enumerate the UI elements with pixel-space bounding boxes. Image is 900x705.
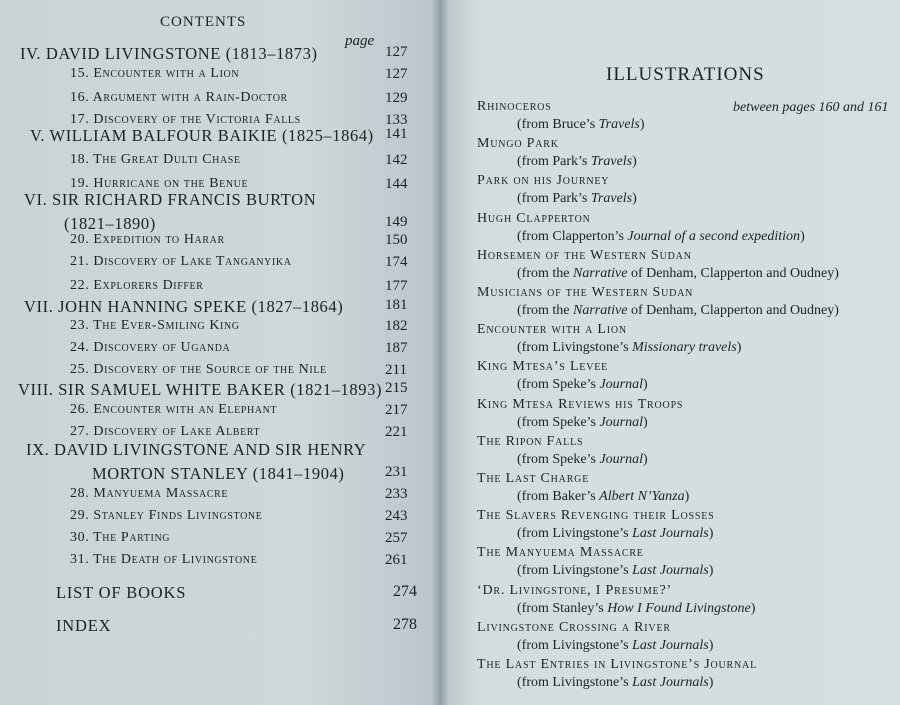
illustration-title: The Slavers Revenging their Losses — [477, 508, 715, 524]
illustration-title: King Mtesa Reviews his Troops — [477, 396, 684, 412]
contents-entry-title: 25. Discovery of the Source of the Nile — [70, 362, 327, 377]
illustration-source-prefix: (from Park’s — [517, 191, 591, 207]
illustration-source-prefix: (from the — [517, 303, 573, 318]
illustration-title: The Last Entries in Livingstone’s Journal — [477, 657, 757, 672]
contents-entry-title: VI. SIR RICHARD FRANCIS BURTON — [24, 190, 317, 209]
illustration-title: The Last Charge — [477, 471, 590, 486]
illustration-title: Mungo Park — [477, 136, 559, 152]
contents-entry-title: 30. The Parting — [70, 530, 171, 545]
contents-entry-title: 26. Encounter with an Elephant — [70, 402, 278, 417]
illustration-source-work: Journal — [599, 414, 643, 430]
illustration-title: Park on his Journey — [477, 173, 610, 189]
contents-entry-title: INDEX — [56, 616, 112, 635]
illustration-source-work: How I Found Livingstone — [607, 600, 751, 616]
contents-entry-page: 133 — [385, 112, 408, 128]
contents-entry-page: 261 — [385, 552, 408, 568]
contents-entry-title: (1821–1890) — [64, 214, 156, 233]
contents-entry-title: 22. Explorers Differ — [70, 278, 204, 293]
illustration-title: The Ripon Falls — [477, 433, 584, 449]
illustration-source-work: Travels — [590, 191, 633, 207]
contents-entry-page: 217 — [385, 402, 408, 418]
illustration-source-prefix: (from Livingstone’s — [517, 637, 633, 653]
illustration-title: Hugh Clapperton — [477, 210, 591, 226]
illustration-source-suffix: of Denham, Clapperton and Oudney) — [627, 303, 839, 318]
illustration-source-prefix: (from Baker’s — [517, 489, 600, 504]
illustration-source-prefix: (from Park’s — [517, 154, 591, 170]
illustration-source — [517, 117, 645, 133]
illustration-source — [517, 266, 839, 282]
illustration-source-suffix: ) — [708, 675, 714, 690]
contents-entry-title: LIST OF BOOKS — [56, 583, 187, 602]
contents-entry-title: 16. Argument with a Rain-Doctor — [70, 90, 288, 105]
illustration-source — [517, 154, 637, 170]
illustration-source — [517, 563, 713, 579]
contents-entry-page: 243 — [385, 508, 408, 524]
illustration-source-prefix: (from Speke’s — [517, 414, 600, 430]
illustration-title: Rhinoceros — [477, 99, 552, 114]
contents-entry-page: 274 — [393, 583, 417, 600]
illustration-source-suffix: ) — [708, 563, 714, 579]
illustration-source-suffix: ) — [643, 377, 648, 393]
contents-entry-title: IV. DAVID LIVINGSTONE (1813–1873) — [20, 44, 318, 63]
illustration-source — [517, 526, 713, 542]
plates-location-note: between pages 160 and 161 — [733, 100, 889, 115]
contents-entry-title: 15. Encounter with a Lion — [70, 66, 240, 81]
illustration-source-prefix: (from the — [517, 265, 573, 281]
contents-entry-page: 129 — [385, 90, 408, 106]
illustrations-page — [440, 0, 900, 705]
illustration-source-prefix: (from Livingstone’s — [517, 563, 633, 579]
illustration-source-prefix: (from Livingstone’s — [517, 340, 633, 356]
contents-entry-page: 150 — [385, 232, 408, 248]
contents-entry-title: 21. Discovery of Lake Tanganyika — [70, 254, 292, 269]
illustration-source-prefix: (from Bruce’s — [517, 117, 599, 132]
contents-entry-page: 233 — [385, 486, 408, 502]
contents-entry-page: 182 — [385, 318, 408, 334]
illustration-source — [517, 229, 805, 245]
contents-entry-page: 141 — [385, 126, 408, 142]
illustration-source — [517, 191, 637, 207]
contents-entry-page: 257 — [385, 530, 408, 546]
illustration-source-suffix: ) — [639, 117, 645, 132]
contents-entry-page: 215 — [385, 380, 408, 396]
illustration-source-work: Journal of a second expedition — [627, 228, 801, 244]
contents-entry-title: MORTON STANLEY (1841–1904) — [92, 464, 345, 483]
contents-entry-title: 17. Discovery of the Victoria Falls — [70, 112, 301, 127]
contents-entry-title: 23. The Ever-Smiling King — [70, 318, 240, 333]
contents-entry-title: 20. Expedition to Harar — [70, 232, 225, 247]
illustration-source-work: Last Journals — [632, 675, 709, 690]
illustration-source-work: Travels — [590, 154, 633, 170]
illustration-source-suffix: ) — [736, 340, 742, 356]
illustration-source-work: Journal — [599, 377, 643, 393]
illustration-title: King Mtesa’s Levee — [477, 359, 609, 375]
illustration-source — [517, 601, 755, 617]
illustration-source-suffix: ) — [632, 154, 637, 170]
contents-entry-page: 177 — [385, 278, 408, 294]
illustration-source-prefix: (from Speke’s — [517, 377, 600, 393]
illustration-source — [517, 675, 713, 691]
illustration-source-suffix: ) — [643, 451, 648, 467]
contents-entry-page: 211 — [385, 362, 407, 378]
illustration-source-work: Missionary travels — [632, 340, 737, 356]
contents-entry-title: V. WILLIAM BALFOUR BAIKIE (1825–1864) — [30, 126, 374, 145]
contents-heading: CONTENTS — [160, 14, 247, 30]
illustration-source-prefix: (from Speke’s — [517, 451, 600, 467]
illustration-source-prefix: (from Livingstone’s — [517, 675, 633, 690]
illustrations-heading: ILLUSTRATIONS — [606, 64, 765, 85]
illustration-title: Musicians of the Western Sudan — [477, 285, 694, 300]
contents-entry-page: 181 — [385, 297, 408, 313]
illustration-source — [517, 377, 648, 393]
illustration-source-suffix: ) — [643, 414, 648, 430]
illustration-source-prefix: (from Clapperton’s — [517, 228, 628, 244]
illustration-source-suffix: ) — [800, 228, 805, 244]
illustration-source-suffix: ) — [708, 637, 714, 653]
illustration-title: Horsemen of the Western Sudan — [477, 247, 692, 263]
contents-entry-page: 278 — [393, 616, 417, 633]
contents-entry-title: IX. DAVID LIVINGSTONE AND SIR HENRY — [26, 440, 367, 459]
contents-entry-page: 144 — [385, 176, 408, 192]
illustration-source-work: Last Journals — [632, 526, 709, 542]
contents-entry-page: 142 — [385, 152, 408, 168]
book-gutter — [432, 0, 448, 705]
contents-entry-title: 19. Hurricane on the Benue — [70, 176, 249, 191]
illustration-title: Livingstone Crossing a River — [477, 619, 671, 635]
contents-entry-page: 127 — [385, 44, 408, 60]
illustration-source-work: Albert N’Yanza — [599, 489, 685, 504]
contents-entry-title: 31. The Death of Livingstone — [70, 552, 258, 567]
contents-entry-page: 221 — [385, 424, 408, 440]
illustration-source-suffix: ) — [708, 526, 714, 542]
illustration-source-prefix: (from Stanley’s — [517, 600, 608, 616]
contents-page — [0, 0, 440, 705]
illustration-source-suffix: ) — [750, 600, 756, 616]
illustration-source-work: Last Journals — [632, 563, 709, 579]
illustration-source-suffix: of Denham, Clapperton and Oudney) — [627, 265, 839, 281]
contents-entry-title: VIII. SIR SAMUEL WHITE BAKER (1821–1893) — [18, 380, 383, 399]
illustration-source-work: Travels — [598, 117, 640, 132]
contents-entry-title: 29. Stanley Finds Livingstone — [70, 508, 263, 523]
contents-entry-title: 24. Discovery of Uganda — [70, 340, 231, 355]
illustration-source — [517, 489, 689, 505]
illustration-source — [517, 303, 839, 319]
illustration-source-suffix: ) — [684, 489, 690, 504]
illustration-source — [517, 638, 713, 654]
illustration-source-suffix: ) — [632, 191, 637, 207]
illustration-source-prefix: (from Livingstone’s — [517, 526, 633, 542]
illustration-source-work: Journal — [599, 451, 643, 467]
illustration-source-work: Narrative — [572, 303, 628, 318]
contents-entry-title: 28. Manyuema Massacre — [70, 486, 229, 501]
contents-entry-page: 127 — [385, 66, 408, 82]
illustration-source — [517, 452, 648, 468]
contents-entry-title: 18. The Great Dulti Chase — [70, 152, 241, 167]
page-column-label: page — [345, 33, 375, 49]
contents-entry-title: 27. Discovery of Lake Albert — [70, 424, 261, 439]
illustration-source — [517, 415, 648, 431]
illustration-source — [517, 340, 741, 356]
contents-entry-title: VII. JOHN HANNING SPEKE (1827–1864) — [24, 297, 344, 316]
illustration-source-work: Narrative — [572, 265, 628, 281]
illustration-title: Encounter with a Lion — [477, 322, 627, 338]
contents-entry-page: 187 — [385, 340, 408, 356]
contents-entry-page: 231 — [385, 464, 408, 480]
contents-entry-page: 174 — [385, 254, 408, 270]
illustration-source-work: Last Journals — [632, 637, 709, 653]
illustration-title: The Manyuema Massacre — [477, 545, 644, 561]
illustration-title: ‘Dr. Livingstone, I Presume?’ — [477, 582, 672, 598]
contents-entry-page: 149 — [385, 214, 408, 230]
